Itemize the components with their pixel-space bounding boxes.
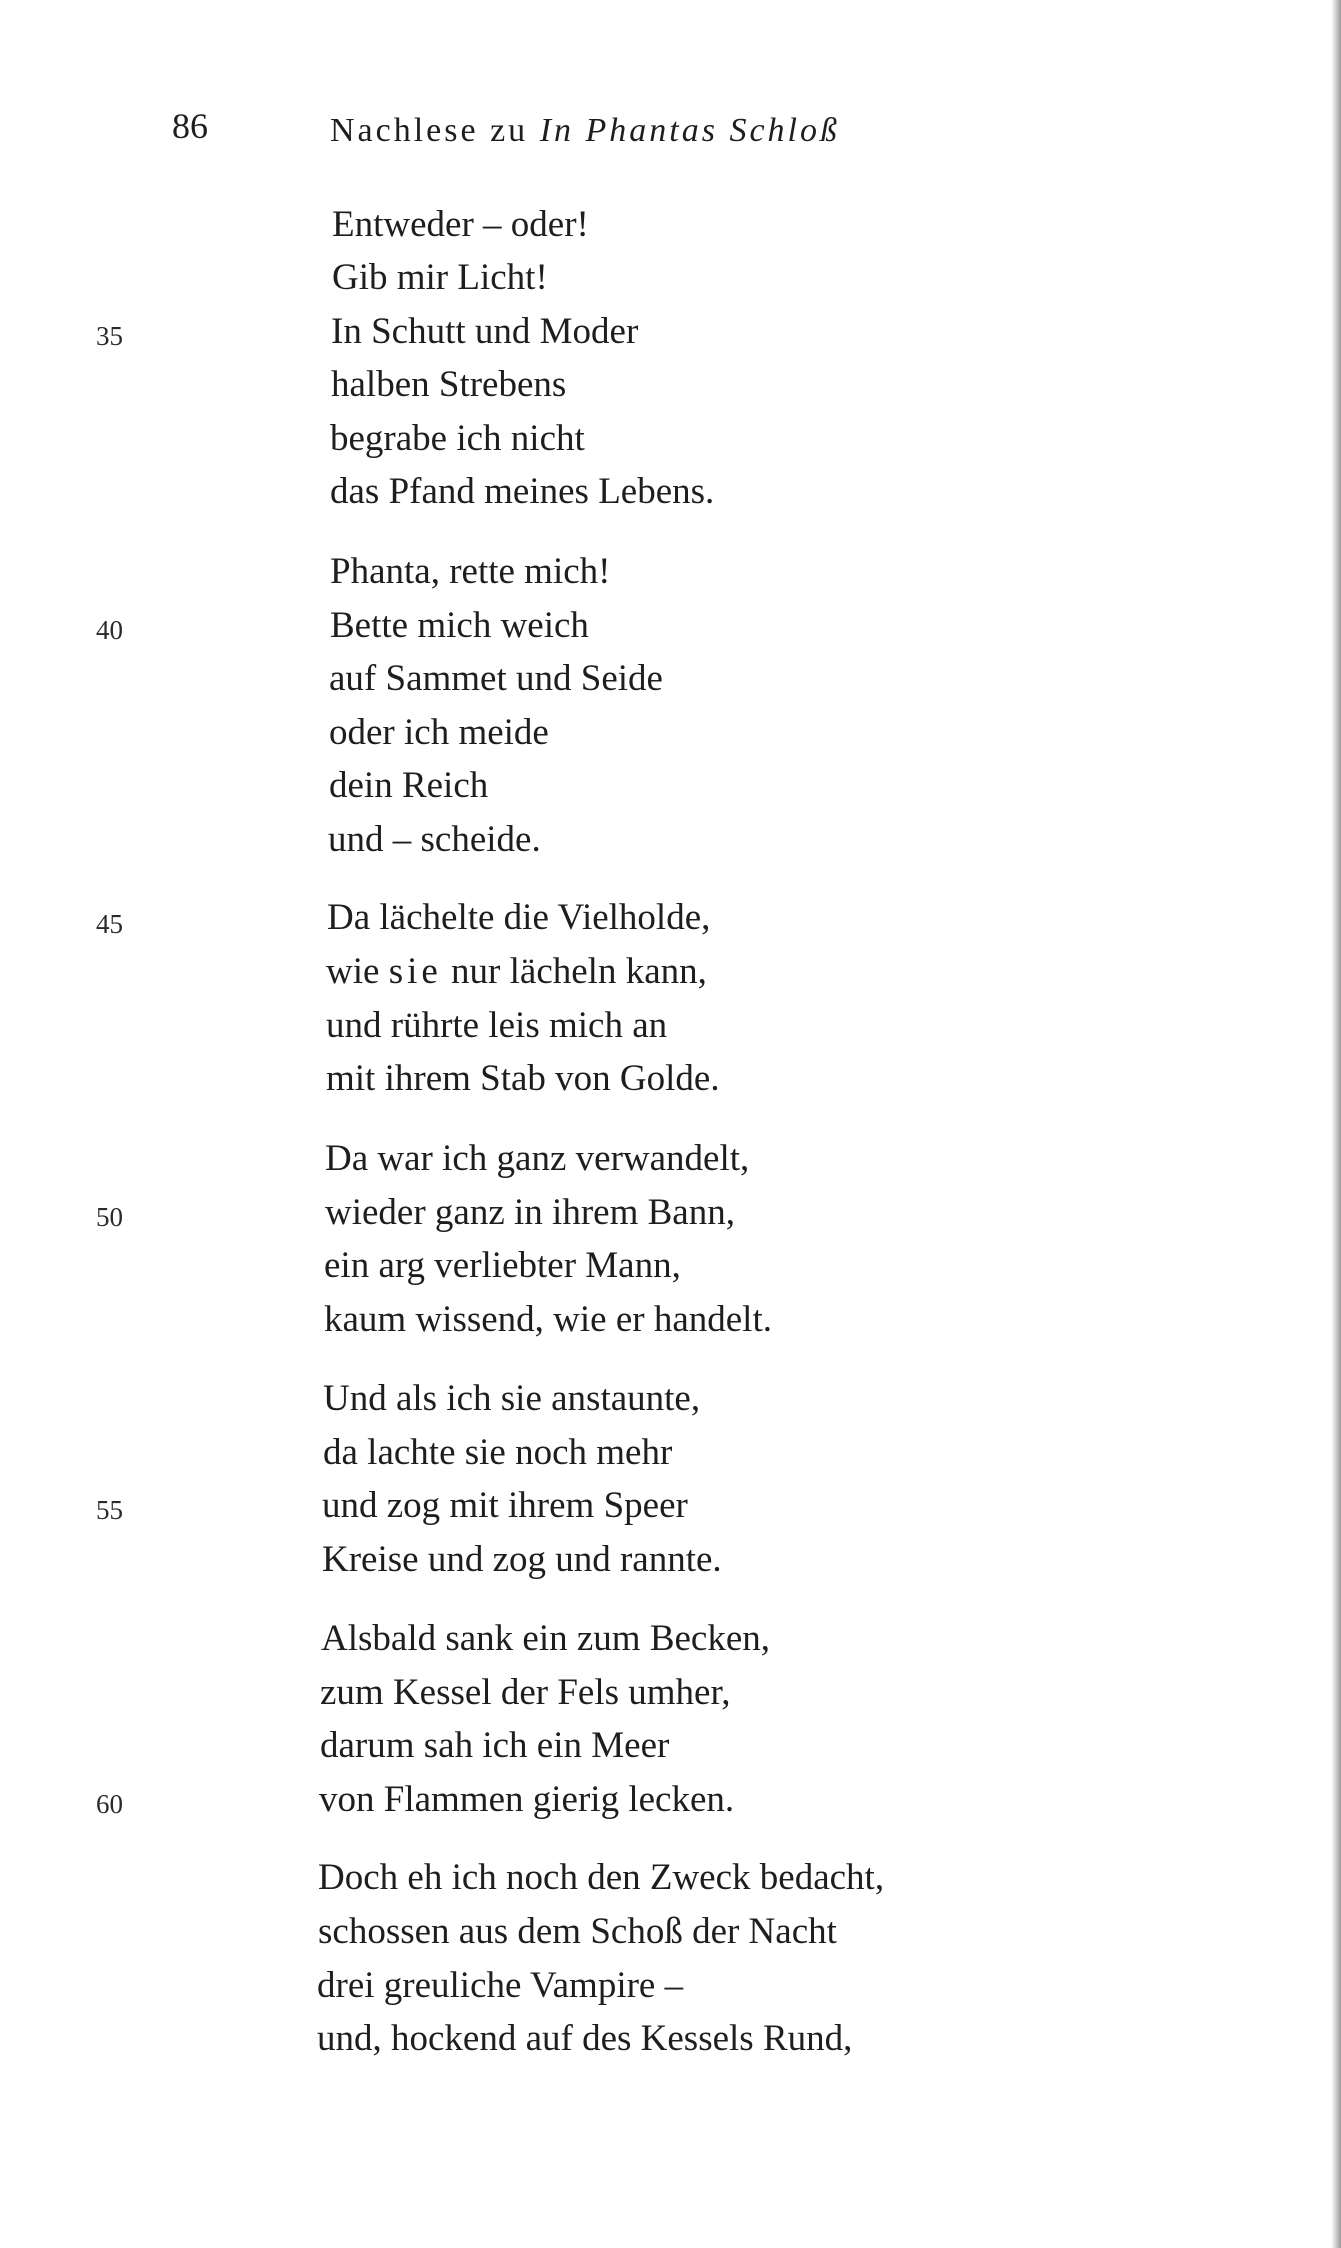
running-head-prefix: Nachlese zu: [330, 112, 540, 149]
line-number: 50: [96, 1202, 123, 1232]
verse-line: von Flammen gierig lecken.: [319, 1779, 735, 1820]
verse-line: dein Reich: [329, 765, 489, 806]
line-number: 45: [96, 909, 123, 939]
verse-line: Entweder – oder!: [332, 204, 589, 245]
verse-segment: nur lächeln kann,: [441, 951, 707, 992]
verse-line: schossen aus dem Schoß der Nacht: [318, 1911, 837, 1952]
verse-line: Alsbald sank ein zum Becken,: [321, 1618, 771, 1659]
verse-line: drei greuliche Vampire –: [317, 1965, 684, 2006]
verse-line: und – scheide.: [328, 819, 541, 860]
running-head-work-title: In Phantas Schloß: [539, 112, 840, 149]
verse-line: begrabe ich nicht: [330, 418, 585, 459]
verse-line: ein arg verliebter Mann,: [324, 1245, 681, 1286]
verse-line: zum Kessel der Fels umher,: [320, 1672, 731, 1713]
line-number: 40: [96, 615, 123, 645]
verse-line: In Schutt und Moder: [331, 311, 639, 352]
verse-line: auf Sammet und Seide: [329, 658, 663, 699]
verse-line: [326, 953, 707, 990]
verse-line: und, hockend auf des Kessels Rund,: [317, 2018, 853, 2059]
page-number: 86: [172, 106, 208, 146]
line-number: 60: [96, 1789, 123, 1819]
verse-line: Da war ich ganz verwandelt,: [325, 1138, 750, 1179]
line-number: 35: [96, 321, 123, 351]
line-number: 55: [96, 1495, 123, 1525]
verse-line: oder ich meide: [329, 712, 549, 753]
verse-line: kaum wissend, wie er handelt.: [324, 1299, 772, 1340]
verse-line: Da lächelte die Vielholde,: [327, 897, 711, 938]
emphasized-word: sie: [388, 951, 442, 992]
verse-line: Und als ich sie anstaunte,: [323, 1378, 701, 1419]
verse-line: da lachte sie noch mehr: [323, 1432, 673, 1473]
verse-line: und zog mit ihrem Speer: [322, 1485, 688, 1526]
verse-line: Phanta, rette mich!: [330, 551, 611, 592]
verse-line: Gib mir Licht!: [332, 257, 548, 298]
verse-line: das Pfand meines Lebens.: [330, 471, 715, 512]
verse-line: darum sah ich ein Meer: [320, 1725, 670, 1766]
verse-segment: wie: [326, 951, 389, 992]
verse-line: und rührte leis mich an: [326, 1005, 668, 1046]
verse-line: Kreise und zog und rannte.: [322, 1539, 722, 1580]
verse-line: Bette mich weich: [330, 605, 589, 646]
verse-line: mit ihrem Stab von Golde.: [326, 1058, 720, 1099]
verse-line: wieder ganz in ihrem Bann,: [325, 1192, 735, 1233]
verse-line: halben Strebens: [331, 364, 567, 405]
verse-line: Doch eh ich noch den Zweck bedacht,: [318, 1857, 885, 1898]
